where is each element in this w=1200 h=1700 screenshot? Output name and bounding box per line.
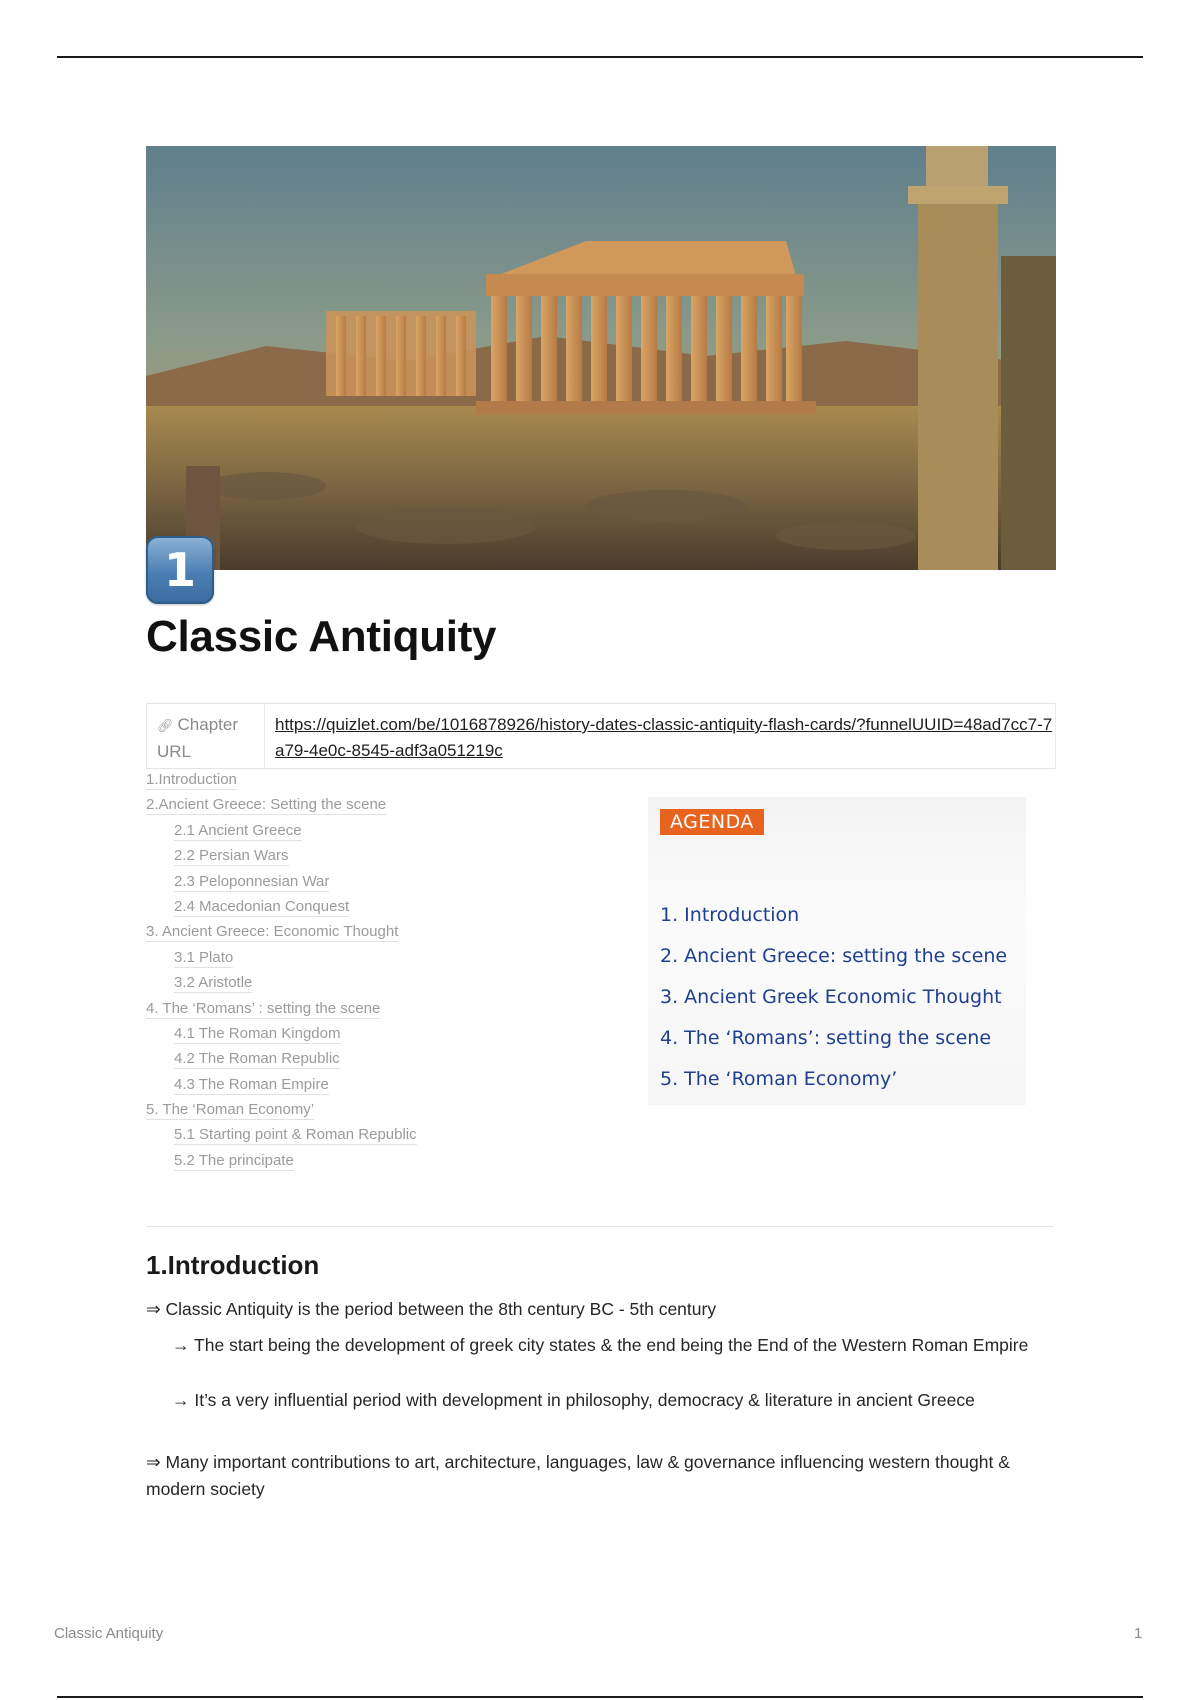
page-title: Classic Antiquity <box>146 612 497 661</box>
intro-paragraph: ⇒ Many important contributions to art, architecture, languages, law & governance influencing western thought & modern society <box>146 1452 1010 1499</box>
toc-item[interactable]: 4.2 The Roman Republic <box>174 1050 340 1068</box>
chapter-url-property-label <box>147 704 265 768</box>
cover-image <box>146 146 1056 570</box>
property-table <box>146 703 1056 769</box>
toc-item[interactable]: 1.Introduction <box>146 771 237 788</box>
toc-item[interactable]: 4. The ‘Romans’ : setting the scene <box>146 999 381 1017</box>
agenda-item: 4. The ‘Romans’: setting the scene <box>660 1027 992 1049</box>
footer-document-title: Classic Antiquity <box>54 1625 164 1642</box>
agenda-image <box>648 797 1026 1105</box>
toc-item[interactable]: 2.4 Macedonian Conquest <box>174 897 350 915</box>
toc-item[interactable]: 2.3 Peloponnesian War <box>174 872 330 890</box>
toc-item[interactable]: 4.1 The Roman Kingdom <box>174 1024 341 1042</box>
toc-item[interactable]: 3. Ancient Greece: Economic Thought <box>146 923 399 941</box>
intro-sub-paragraph: → It’s a very influential period with development in philosophy, democracy & literature in ancient Greece <box>172 1390 975 1410</box>
agenda-list <box>660 904 1007 1109</box>
section-divider <box>146 1226 1054 1227</box>
intro-paragraph: ⇒ Classic Antiquity is the period between the 8th century BC - 5th century <box>146 1299 717 1319</box>
agenda-item: 2. Ancient Greece: setting the scene <box>660 945 1008 967</box>
table-of-contents <box>146 768 586 1174</box>
keycap-one-icon: 1 <box>146 536 214 604</box>
toc-item[interactable]: 3.2 Aristotle <box>174 974 253 992</box>
intro-sub-paragraph: → The start being the development of greek city states & the end being the End of the Western Roman Empire <box>172 1335 1029 1355</box>
header-rule <box>57 56 1143 58</box>
toc-item[interactable]: 4.3 The Roman Empire <box>174 1075 329 1093</box>
agenda-item: 5. The ‘Roman Economy’ <box>660 1068 898 1090</box>
link-icon: 🔗︎ <box>157 718 174 733</box>
agenda-item: 1. Introduction <box>660 904 800 926</box>
footer-rule <box>57 1696 1143 1698</box>
toc-item[interactable]: 2.2 Persian Wars <box>174 847 289 865</box>
toc-item[interactable]: 5.2 The principate <box>174 1151 294 1169</box>
agenda-badge: AGENDA <box>660 809 764 835</box>
chapter-url-label: Chapter URL <box>157 715 238 761</box>
agenda-item: 3. Ancient Greek Economic Thought <box>660 986 1002 1008</box>
toc-item[interactable]: 5.1 Starting point & Roman Republic <box>174 1126 417 1144</box>
toc-item[interactable]: 2.1 Ancient Greece <box>174 821 302 839</box>
toc-item[interactable]: 3.1 Plato <box>174 948 234 966</box>
section-heading-introduction: 1.Introduction <box>146 1250 320 1280</box>
toc-item[interactable]: 2.Ancient Greece: Setting the scene <box>146 796 387 814</box>
chapter-url-link[interactable]: https://quizlet.com/be/1016878926/history-dates-classic-antiquity-flash-cards/?funnelUUID=48ad7cc7-7a79-4e0c-8545-adf3a051219c <box>275 715 1053 760</box>
footer-page-number: 1 <box>1134 1625 1143 1642</box>
toc-item[interactable]: 5. The ‘Roman Economy’ <box>146 1101 315 1119</box>
